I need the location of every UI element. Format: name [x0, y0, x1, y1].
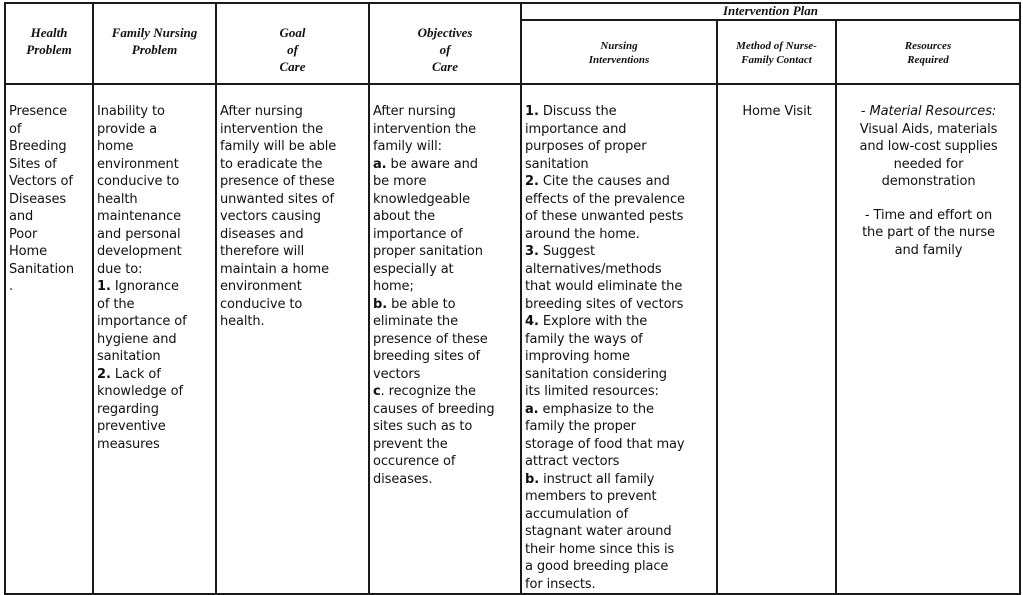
family-problem-1-text: Ignorance of the importance of hygiene and sanitation [97, 279, 187, 364]
resource-1-text: Visual Aids, materials and low-cost supplies needed for demonstration [859, 121, 998, 189]
family-problem-1-num: 1. [97, 279, 111, 294]
header-resources-required: Resources Required [836, 20, 1020, 84]
objective-b-label: b. [373, 296, 388, 312]
objective-a-text: be aware and be more knowledgeable about the importance of proper sanitation especially at home; [373, 156, 483, 294]
objective-b-text: be able to eliminate the presence of these breeding sites of vectors [373, 296, 488, 382]
objectives-intro: After nursing intervention the family will: [373, 104, 476, 154]
resource-1-label: Material Resources: [869, 104, 997, 119]
objective-c-label: c [373, 384, 381, 399]
intervention-3-text: Suggest alternatives/methods that would eliminate the breeding sites of vectors [525, 244, 684, 312]
header-nursing-interventions: Nursing Interventions [521, 20, 717, 84]
interventions-text [522, 85, 716, 593]
health-problem-text: Presence of Breeding Sites of Vectors of Diseases and Poor Home Sanitation . [9, 104, 75, 294]
cell-objectives-of-care [369, 84, 521, 594]
header-health-problem: Health Problem [5, 3, 93, 84]
header-objectives-of-care: Objectives of Care [369, 3, 521, 84]
care-plan-row [5, 84, 1020, 594]
cell-resources-required [836, 84, 1020, 594]
intervention-4-text: Explore with the family the ways of improving home sanitation considering its limited resources: [525, 314, 667, 399]
resources-text [837, 85, 1019, 191]
intervention-a-label: a. [525, 401, 539, 417]
objectives-text [370, 85, 520, 488]
family-problem-2-text: Lack of knowledge of regarding preventive measures [97, 366, 183, 452]
intervention-2-text: Cite the causes and effects of the prevalence of these unwanted pests around the home. [525, 174, 685, 242]
header-intervention-plan: Intervention Plan [521, 3, 1020, 20]
objective-a-label: a. [373, 156, 387, 172]
resource-2-text: - Time and effort on the part of the nurse and family [862, 207, 995, 258]
intervention-a-text: emphasize to the family the proper storage of food that may attract vectors [525, 401, 685, 469]
intervention-1-num: 1. [525, 104, 539, 119]
cell-method-of-contact [717, 84, 836, 594]
resources-spacer [837, 191, 1019, 207]
intervention-2-num: 2. [525, 174, 539, 189]
intervention-4-num: 4. [525, 314, 539, 329]
family-problem-intro: Inability to provide a home environment conducive to health maintenance and personal development due to: [97, 104, 182, 277]
cell-nursing-interventions [521, 84, 717, 594]
cell-goal-of-care [216, 84, 369, 594]
resource-1-prefix: - [860, 104, 870, 119]
header-goal-of-care: Goal of Care [216, 3, 369, 84]
cell-health-problem [5, 84, 93, 594]
goal-text: After nursing intervention the family will be able to eradicate the presence of these unwanted sites of vectors causing diseases and therefore will maintain a home environment conducive to health. [220, 104, 337, 329]
intervention-b-label: b. [525, 471, 540, 487]
family-problem-2-num: 2. [97, 366, 111, 382]
intervention-1-text: Discuss the importance and purposes of proper sanitation [525, 104, 647, 172]
intervention-3-num: 3. [525, 244, 539, 259]
family-problem-text [94, 85, 215, 453]
header-row-top [5, 3, 1020, 20]
nursing-care-plan-table [4, 2, 1021, 595]
objective-c-text: . recognize the causes of breeding sites such as to prevent the occurence of diseases. [373, 384, 495, 487]
cell-family-nursing-problem [93, 84, 216, 594]
intervention-b-text: instruct all family members to prevent accumulation of stagnant water around their home since this is a good breeding place for insects. [525, 471, 675, 592]
header-method-of-contact: Method of Nurse- Family Contact [717, 20, 836, 84]
method-text: Home Visit [742, 104, 812, 119]
header-family-nursing-problem: Family Nursing Problem [93, 3, 216, 84]
